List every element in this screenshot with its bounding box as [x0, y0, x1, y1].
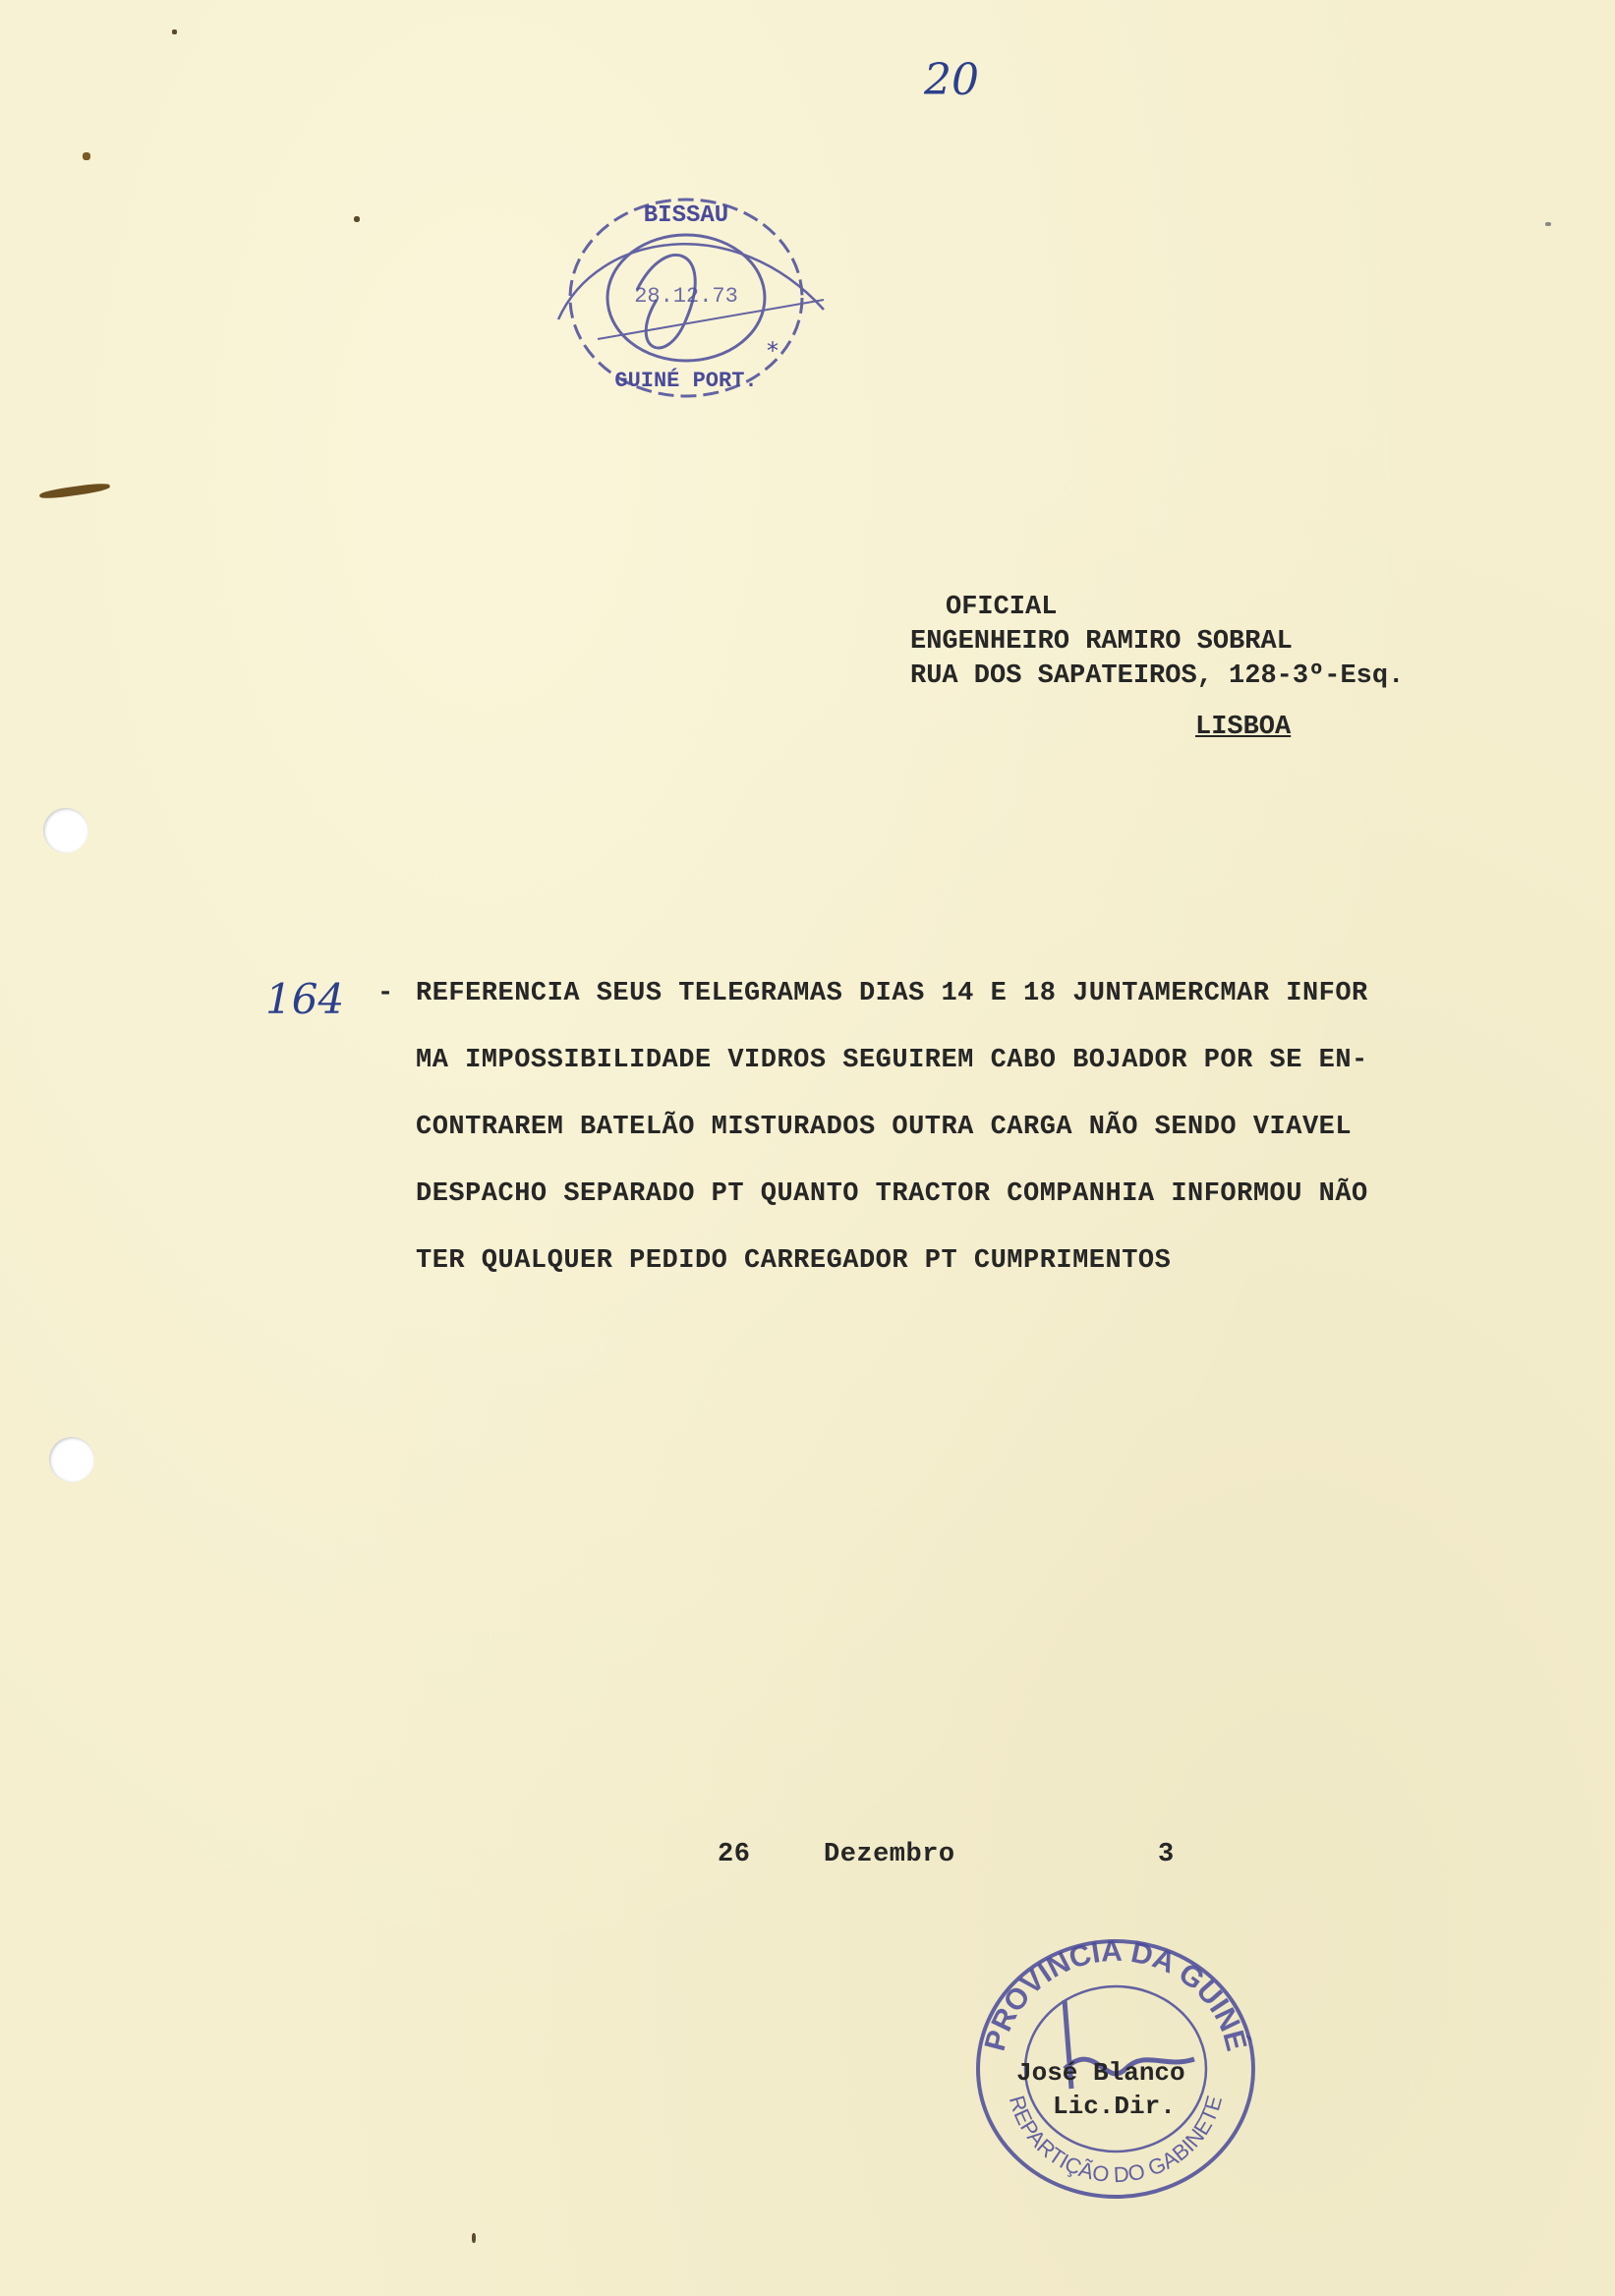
paper-speck: [172, 29, 177, 34]
paper-speck: [1545, 222, 1551, 226]
paper-speck: [354, 216, 360, 222]
message-line-2: MA IMPOSSIBILIDADE VIDROS SEGUIREM CABO BOJADOR POR SE EN-: [416, 1046, 1368, 1075]
signatory-name: José Blanco: [1016, 2058, 1185, 2088]
paper-speck: [39, 482, 111, 500]
message-line-4: DESPACHO SEPARADO PT QUANTO TRACTOR COMPANHIA INFORMOU NÃO: [416, 1179, 1368, 1209]
stamp-top-country: GUINÉ PORT.: [614, 369, 758, 393]
punch-hole-bottom: [49, 1437, 94, 1482]
signatory-title: Lic.Dir.: [1053, 2092, 1176, 2121]
recipient-street: RUA DOS SAPATEIROS, 128-3º-Esq.: [910, 661, 1405, 691]
paper-speck: [472, 2233, 476, 2243]
message-line-3: CONTRAREM BATELÃO MISTURADOS OUTRA CARGA NÃO SENDO VIAVEL: [416, 1113, 1353, 1142]
stamp-bottom-top-text: PROVINCIA DA GUINÉ: [978, 1934, 1253, 2055]
punch-hole-top: [43, 808, 88, 853]
handwritten-reference-number: 164: [265, 975, 345, 1023]
recipient-city: LISBOA: [1195, 713, 1292, 742]
message-line-1: REFERENCIA SEUS TELEGRAMAS DIAS 14 E 18 JUNTAMERCMAR INFOR: [416, 979, 1368, 1008]
date-year: 3: [1158, 1840, 1175, 1869]
stamp-top-date: 28.12.73: [634, 284, 738, 309]
date-month: Dezembro: [824, 1840, 955, 1869]
svg-text:PROVINCIA DA GUINÉ: [979, 1935, 1254, 2054]
stamp-star-icon: *: [767, 337, 779, 365]
paper-speck: [83, 152, 90, 160]
message-dash: -: [377, 979, 394, 1008]
stamp-top-city: BISSAU: [643, 202, 729, 229]
recipient-name: ENGENHEIRO RAMIRO SOBRAL: [910, 627, 1293, 657]
recipient-type: OFICIAL: [946, 593, 1058, 622]
bissau-postmark-stamp: [539, 172, 834, 418]
message-line-5: TER QUALQUER PEDIDO CARREGADOR PT CUMPRIMENTOS: [416, 1246, 1172, 1276]
stamp-bottom-bottom-text: REPARTIÇÃO DO GABINETE: [1004, 2093, 1228, 2188]
handwritten-page-number: 20: [924, 55, 979, 105]
date-day: 26: [718, 1840, 751, 1869]
